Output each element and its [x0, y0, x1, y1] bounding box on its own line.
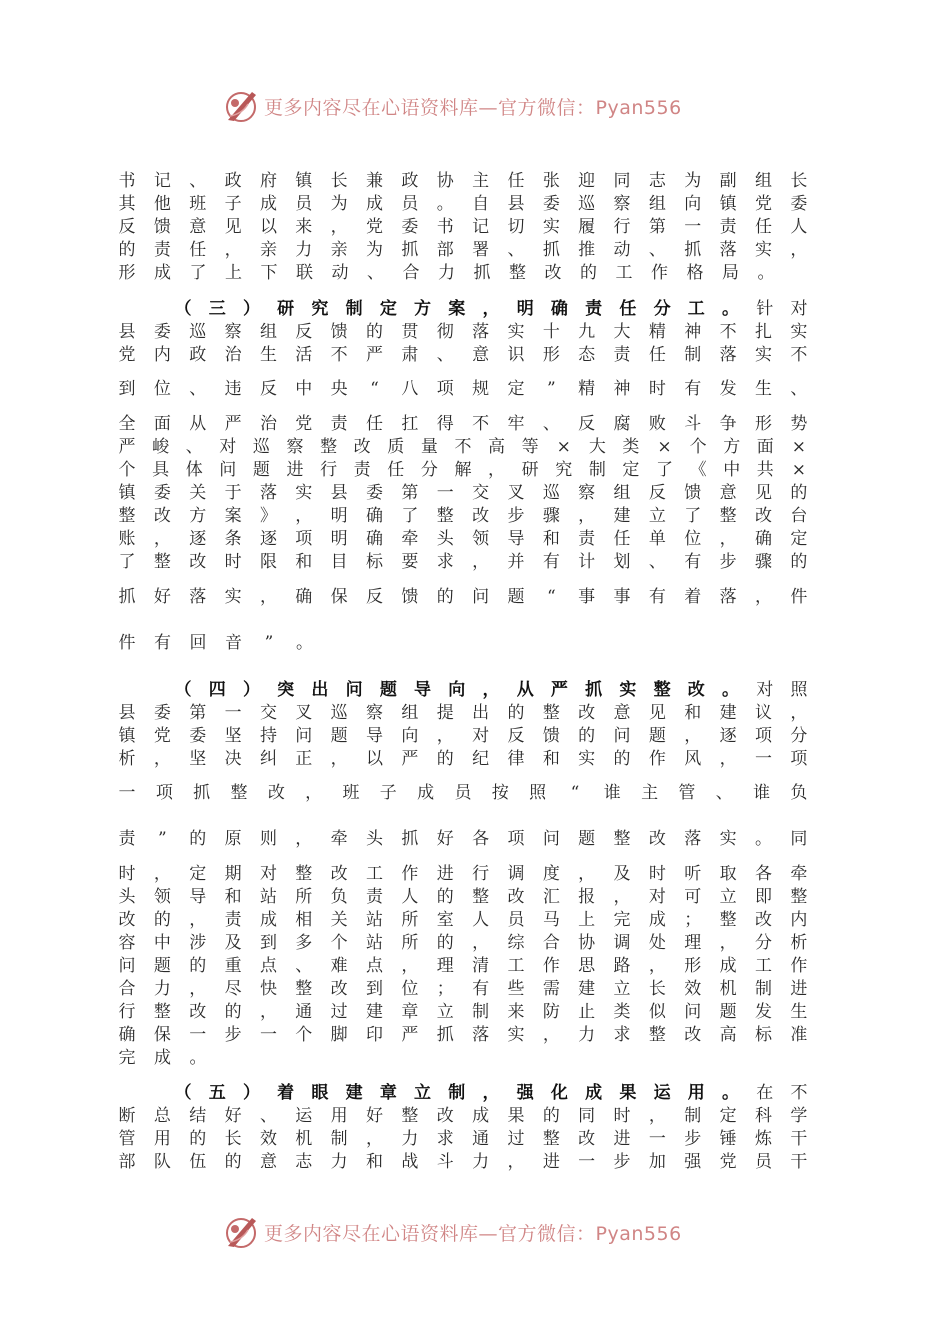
text-line: 到 位 、 违 反 中 央 “ 八 项 规 定 ” 精 神 时 有 发 生 、	[118, 379, 808, 399]
text-line: （ 四 ） 突 出 问 题 导 向 ， 从 严 抓 实 整 改 。 对 照	[174, 680, 808, 700]
text-line: 反 馈 意 见 以 来 ， 党 委 书 记 切 实 履 行 第 一 责 任 人	[118, 217, 808, 237]
text-line: 县 委 巡 察 组 反 馈 的 贯 彻 落 实 十 九 大 精 神 不 扎 实	[118, 322, 808, 342]
text-line: 确 保 一 步 一 个 脚 印 严 抓 落 实 ， 力 求 整 改 高 标 准	[118, 1025, 808, 1045]
text-line: 镇 委 关 于 落 实 县 委 第 一 交 叉 巡 察 组 反 馈 意 见 的	[118, 483, 808, 503]
text-line: 行 整 改 的 ， 通 过 建 章 立 制 来 防 止 类 似 问 题 发 生	[118, 1002, 808, 1022]
text-line: 部 队 伍 的 意 志 力 和 战 斗 力 ， 进 一 步 加 强 党 员 干	[118, 1152, 808, 1172]
text-line: 账 ， 逐 条 逐 项 明 确 牵 头 领 导 和 责 任 单 位 ， 确 定	[118, 529, 808, 549]
text-line: （ 三 ） 研 究 制 定 方 案 ， 明 确 责 任 分 工 。 针 对	[174, 299, 808, 319]
text-line: 件 有 回 音 ” 。	[118, 633, 313, 653]
text-line: 的 责 任 ， 亲 力 亲 为 抓 部 署 、 抓 推 动 、 抓 落 实 ，	[118, 240, 808, 260]
text-line: 容 中 涉 及 到 多 个 站 所 的 ， 综 合 协 调 处 理 ， 分 析	[118, 933, 808, 953]
text-line: 改 的 ， 责 成 相 关 站 所 室 人 员 马 上 完 成 ； 整 改 内	[118, 910, 808, 930]
text-line: 严 峻 、 对 巡 察 整 改 质 量 不 高 等 × 大 类 × 个 方 面 ×	[118, 437, 806, 457]
text-line: 形 成 了 上 下 联 动 、 合 力 抓 整 改 的 工 作 格 局 。	[118, 263, 775, 283]
text-line: 析 ， 坚 决 纠 正 ， 以 严 的 纪 律 和 实 的 作 风 ， 一 项	[118, 749, 808, 769]
header-banner-text: 更多内容尽在心语资料库—官方微信：Pyan556	[264, 96, 682, 119]
footer-banner	[222, 1210, 722, 1254]
text-line: 镇 党 委 坚 持 问 题 导 向 ， 对 反 馈 的 问 题 ， 逐 项 分	[118, 726, 808, 746]
text-line: 书 记 、 政 府 镇 长 兼 政 协 主 任 张 迎 同 志 为 副 组 长	[118, 171, 808, 191]
text-line: 个 具 体 问 题 进 行 责 任 分 解 ， 研 究 制 定 了 《 中 共 ×	[118, 460, 806, 480]
text-line: 断 总 结 好 、 运 用 好 整 改 成 果 的 同 时 ， 制 定 科 学	[118, 1106, 808, 1126]
text-line: 问 题 的 重 点 、 难 点 ， 理 清 工 作 思 路 ， 形 成 工 作	[118, 956, 808, 976]
text-line: 合 力 ， 尽 快 整 改 到 位 ； 有 些 需 建 立 长 效 机 制 进	[118, 979, 808, 999]
header-banner	[222, 84, 722, 128]
header-wechat-id: Pyan556	[595, 96, 682, 119]
text-line: （ 五 ） 着 眼 建 章 立 制 ， 强 化 成 果 运 用 。 在 不	[174, 1083, 808, 1103]
text-line: 其 他 班 子 成 员 为 成 员 。 自 县 委 巡 察 组 向 镇 党 委	[118, 194, 808, 214]
text-line: 完 成 。	[118, 1048, 207, 1068]
text-line: 县 委 第 一 交 叉 巡 察 组 提 出 的 整 改 意 见 和 建 议 ，	[118, 703, 808, 723]
text-line: 管 用 的 长 效 机 制 ， 力 求 通 过 整 改 进 一 步 锤 炼 干	[118, 1129, 808, 1149]
quill-logo-icon	[222, 1212, 262, 1252]
text-line: 抓 好 落 实 ， 确 保 反 馈 的 问 题 “ 事 事 有 着 落 ， 件	[118, 587, 808, 607]
footer-banner-text: 更多内容尽在心语资料库—官方微信：Pyan556	[264, 1222, 682, 1245]
text-line: 一 项 抓 整 改 ， 班 子 成 员 按 照 “ 谁 主 管 、 谁 负	[118, 783, 808, 803]
text-line: 头 领 导 和 站 所 负 责 人 的 整 改 汇 报 ， 对 可 立 即 整	[118, 887, 808, 907]
text-line: 党 内 政 治 生 活 不 严 肃 、 意 识 形 态 责 任 制 落 实 不	[118, 345, 808, 365]
quill-logo-icon	[222, 86, 262, 126]
text-line: 整 改 方 案 》 ， 明 确 了 整 改 步 骤 ， 建 立 了 整 改 台	[118, 506, 808, 526]
text-line: 全 面 从 严 治 党 责 任 扛 得 不 牢 、 反 腐 败 斗 争 形 势	[118, 414, 808, 434]
text-line: 了 整 改 时 限 和 目 标 要 求 ， 并 有 计 划 、 有 步 骤 的	[118, 552, 808, 572]
footer-wechat-id: Pyan556	[595, 1222, 682, 1245]
text-line: 时 ， 定 期 对 整 改 工 作 进 行 调 度 ， 及 时 听 取 各 牵	[118, 864, 808, 884]
text-line: 责 ” 的 原 则 ， 牵 头 抓 好 各 项 问 题 整 改 落 实 。 同	[118, 829, 808, 849]
